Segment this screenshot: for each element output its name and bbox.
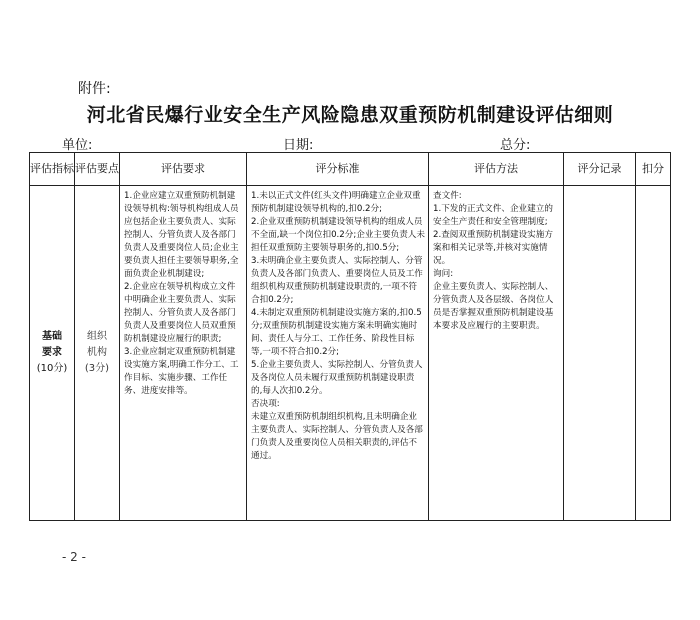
header-deduction: 扣分 (636, 153, 671, 186)
method-item: 1.下发的正式文件、企业建立的安全生产责任和安全管理制度; (433, 204, 553, 227)
criteria-item: 1.未以正式文件(红头文件)明确建立企业双重预防机制建设领导机构的,扣0.2分; (251, 191, 421, 214)
requirement-item: 3.企业应制定双重预防机制建设实施方案,明确工作分工、工作目标、实施步骤、工作任务、进度安排等。 (124, 347, 239, 396)
header-indicator: 评估指标 (30, 153, 75, 186)
method-item: 企业主要负责人、实际控制人、分管负责人及各层级、各岗位人员是否掌握双重预防机制建设基本要求及应履行的主要职责。 (433, 282, 554, 331)
table-row (30, 186, 671, 521)
unit-label: 单位: (62, 138, 93, 153)
record-cell (564, 186, 636, 521)
requirement-item: 2.企业应在领导机构成立文件中明确企业主要负责人、实际控制人、分管负责人及各部门负责人及重要岗位人员双重预防机制建设应履行的职责; (124, 282, 236, 344)
evaluation-table (29, 152, 671, 521)
page-number: - 2 - (62, 550, 86, 564)
header-record: 评分记录 (564, 153, 636, 186)
method-item: 询问: (433, 269, 454, 279)
indicator-line: 基础 (42, 331, 62, 342)
requirement-item: 1.企业应建立双重预防机制建设领导机构:领导机构组成人员应包括企业主要负责人、实际控制人、分管负责人及各部门负责人及重要岗位人员;企业主要负责人担任主要领导职务,全面负责企业机制建设; (124, 191, 239, 279)
method-item: 2.查阅双重预防机制建设实施方案和相关记录等,并核对实施情况。 (433, 230, 553, 266)
document-title: 河北省民爆行业安全生产风险隐患双重预防机制建设评估细则 (86, 104, 614, 126)
point-score: (3分) (84, 363, 110, 374)
criteria-item: 3.未明确企业主要负责人、实际控制人、分管负责人及各部门负责人、重要岗位人员及工作组织机构双重预防机制建设职责的,一项不符合扣0.2分; (251, 256, 423, 305)
method-cell (429, 186, 564, 521)
indicator-cell (30, 186, 75, 521)
header-criteria: 评分标准 (247, 153, 429, 186)
method-item: 查文件: (433, 191, 462, 201)
point-line: 机构 (87, 347, 107, 358)
attachment-label: 附件: (78, 81, 111, 97)
deduction-cell (636, 186, 671, 521)
indicator-line: 要求 (42, 347, 62, 358)
header-point: 评估要点 (75, 153, 120, 186)
criteria-item: 2.企业双重预防机制建设领导机构的组成人员不全面,缺一个岗位扣0.2分;企业主要负责人未担任双重预防主要领导职务的,扣0.5分; (251, 217, 425, 253)
criteria-item: 4.未制定双重预防机制建设实施方案的,扣0.5分;双重预防机制建设实施方案未明确实施时间、责任人与分工、工作任务、阶段性目标等,一项不符合扣0.2分; (251, 308, 422, 357)
header-method: 评估方法 (429, 153, 564, 186)
point-cell (75, 186, 120, 521)
criteria-cell (247, 186, 429, 521)
total-score-label: 总分: (500, 138, 531, 153)
date-label: 日期: (283, 138, 314, 153)
header-row (30, 153, 671, 186)
point-line: 组织 (87, 331, 107, 342)
indicator-score: (10分) (36, 363, 68, 374)
criteria-item: 5.企业主要负责人、实际控制人、分管负责人及各岗位人员未履行双重预防机制建设职责的,每人次扣0.2分。 (251, 360, 423, 396)
veto-item: 未建立双重预防机制组织机构,且未明确企业主要负责人、实际控制人、分管负责人及各部门负责人及重要岗位人员相关职责的,评估不通过。 (251, 412, 423, 461)
header-requirements: 评估要求 (120, 153, 247, 186)
requirements-cell (120, 186, 247, 521)
veto-label: 否决项: (251, 399, 280, 409)
